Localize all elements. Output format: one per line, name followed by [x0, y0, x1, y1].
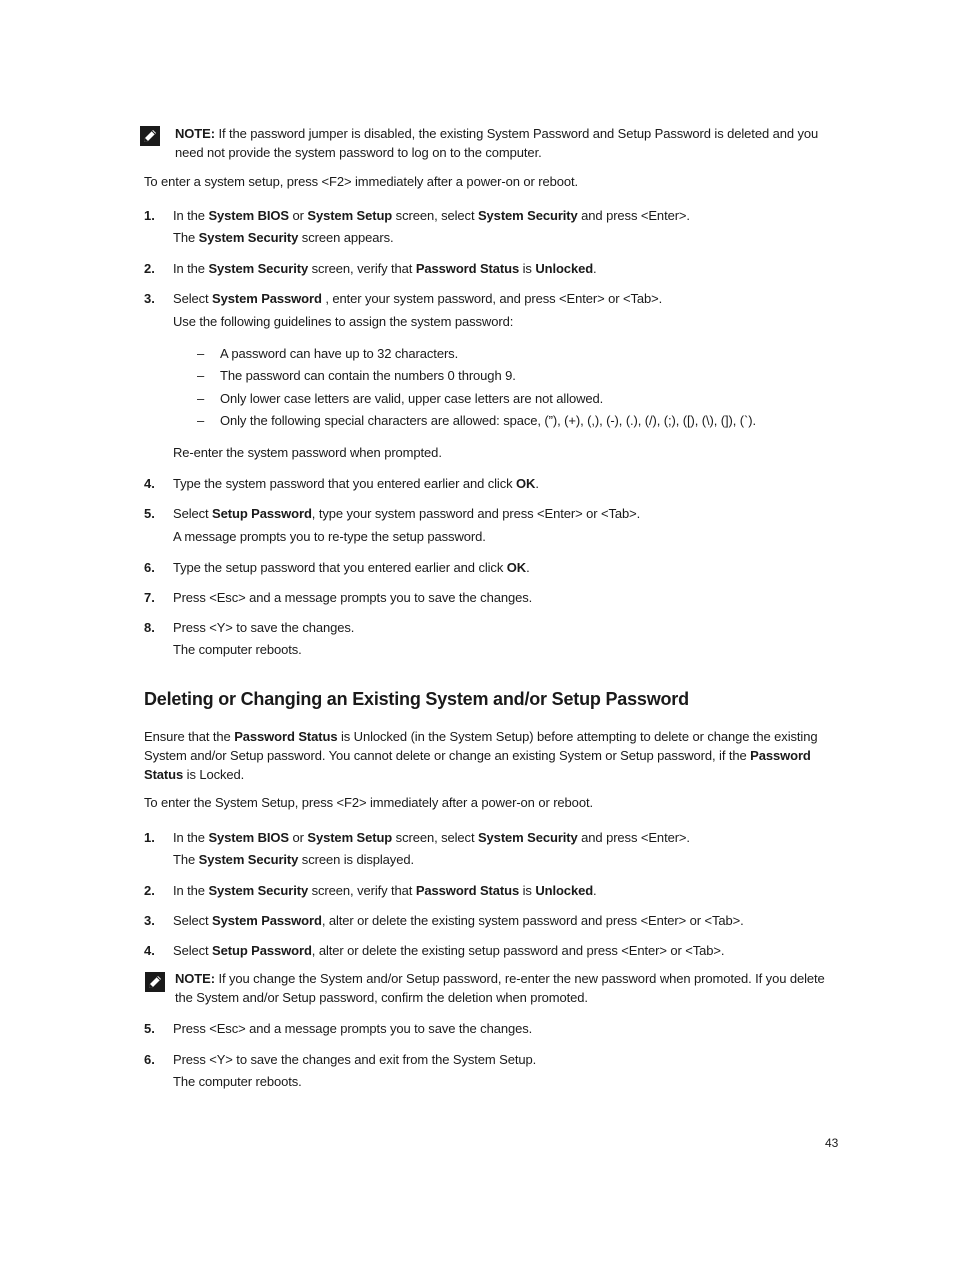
note-text: NOTE: If you change the System and/or Setup password, re-enter the new password when promoted. If you delete: [175, 971, 825, 986]
step-number: 1.: [144, 830, 155, 845]
bullet-item: Only the following special characters are allowed: space, (”), (+), (,), (-), (.), (/), (;), ([), (\), (]), (`).: [220, 413, 756, 428]
step-number: 6.: [144, 560, 155, 575]
step-text: Select Setup Password, type your system password and press <Enter> or <Tab>.: [173, 506, 641, 521]
step-text: In the System BIOS or System Setup screen, select System Security and press <Enter>.: [173, 830, 690, 845]
step-subtext: Use the following guidelines to assign the system password:: [173, 314, 514, 329]
step-text: Select Setup Password, alter or delete the existing setup password and press <Enter> or <Tab>.: [173, 943, 725, 958]
paragraph-line: System and/or Setup password. You cannot delete or change an existing System or Setup password, if the Password: [144, 748, 811, 763]
step-text: Select System Password, alter or delete the existing system password and press <Enter> or <Tab>.: [173, 913, 744, 928]
step-number: 3.: [144, 913, 155, 928]
step-number: 4.: [144, 476, 155, 491]
note-text: the System and/or Setup password, confirm the deletion when promoted.: [175, 990, 588, 1005]
step-number: 5.: [144, 1021, 155, 1036]
paragraph-line: Status is Locked.: [144, 767, 245, 782]
step-text: Press <Y> to save the changes.: [173, 620, 355, 635]
note-pencil-icon: [145, 972, 165, 992]
section-heading: Deleting or Changing an Existing System and/or Setup Password: [144, 689, 689, 709]
bullet-dash: –: [197, 413, 205, 428]
step-number: 4.: [144, 943, 155, 958]
step-text: Select System Password , enter your system password, and press <Enter> or <Tab>.: [173, 291, 663, 306]
step-text: In the System BIOS or System Setup screen, select System Security and press <Enter>.: [173, 208, 690, 223]
bullet-dash: –: [197, 391, 205, 406]
step-subtext: The System Security screen appears.: [173, 230, 394, 245]
step-number: 7.: [144, 590, 155, 605]
step-subtext: The computer reboots.: [173, 642, 302, 657]
step-text: In the System Security screen, verify that Password Status is Unlocked.: [173, 261, 597, 276]
bullet-dash: –: [197, 346, 205, 361]
bullet-item: A password can have up to 32 characters.: [220, 346, 459, 361]
step-text: Type the setup password that you entered earlier and click OK.: [173, 560, 530, 575]
note-label: NOTE:: [175, 126, 215, 141]
bullet-item: Only lower case letters are valid, upper case letters are not allowed.: [220, 391, 604, 406]
note-pencil-icon: [140, 126, 160, 146]
paragraph-line: Ensure that the Password Status is Unlocked (in the System Setup) before attempting to delete or change the existing: [144, 729, 818, 744]
step-subtext: A message prompts you to re-type the setup password.: [173, 529, 486, 544]
page-number: 43: [825, 1136, 839, 1150]
intro-text: To enter the System Setup, press <F2> immediately after a power-on or reboot.: [144, 795, 593, 810]
step-text: Type the system password that you entered earlier and click OK.: [173, 476, 539, 491]
step-subtext: The System Security screen is displayed.: [173, 852, 414, 867]
step-subtext: The computer reboots.: [173, 1074, 302, 1089]
bullet-dash: –: [197, 368, 205, 383]
step-number: 5.: [144, 506, 155, 521]
step-number: 2.: [144, 883, 155, 898]
step-number: 3.: [144, 291, 155, 306]
note-text: need not provide the system password to log on to the computer.: [175, 145, 542, 160]
step-text: Press <Y> to save the changes and exit from the System Setup.: [173, 1052, 537, 1067]
step-text: Press <Esc> and a message prompts you to save the changes.: [173, 1021, 533, 1036]
step-number: 2.: [144, 261, 155, 276]
step-number: 1.: [144, 208, 155, 223]
bullet-item: The password can contain the numbers 0 through 9.: [220, 368, 516, 383]
step-subtext: Re-enter the system password when prompted.: [173, 445, 442, 460]
step-number: 8.: [144, 620, 155, 635]
intro-text: To enter a system setup, press <F2> immediately after a power-on or reboot.: [144, 174, 578, 189]
note-label: NOTE:: [175, 971, 215, 986]
step-text: In the System Security screen, verify that Password Status is Unlocked.: [173, 883, 597, 898]
step-number: 6.: [144, 1052, 155, 1067]
note-text: NOTE: If the password jumper is disabled, the existing System Password and Setup Password is deleted and you: [175, 126, 819, 141]
step-text: Press <Esc> and a message prompts you to save the changes.: [173, 590, 533, 605]
